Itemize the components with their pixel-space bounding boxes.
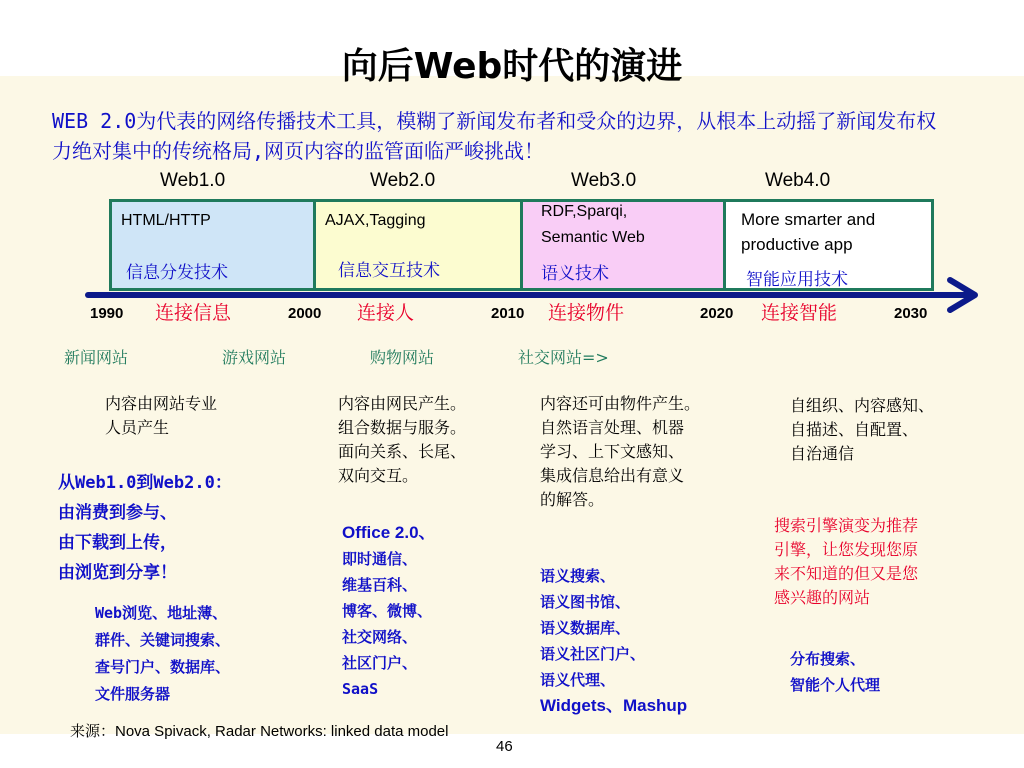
app-line: 语义代理、 [540, 671, 616, 689]
era-label-web1: Web1.0 [160, 170, 226, 191]
stage-connect-info: 连接信息 [155, 302, 232, 324]
desc-line: 学习、上下文感知、 [540, 442, 685, 461]
site-social: 社交网站=> [518, 348, 609, 367]
desc-line: 自治通信 [790, 444, 855, 463]
app-line: Widgets、Mashup [540, 696, 688, 715]
era-tech-web4-line1: More smarter and [741, 210, 876, 229]
era-category-web4: 智能应用技术 [746, 270, 848, 290]
app-line: 社区门户、 [342, 654, 418, 672]
era-tech-web4-line2: productive app [741, 235, 853, 254]
summary-line: 从Web1.0到Web2.0： [58, 473, 232, 493]
app-line: SaaS [342, 680, 379, 698]
app-line: 查号门户、数据库、 [95, 658, 231, 676]
year-2000: 2000 [288, 305, 322, 322]
web2-applications [342, 520, 436, 702]
era-category-web3: 语义技术 [541, 264, 609, 284]
year-1990: 1990 [90, 305, 124, 322]
note-line: 来不知道的但又是您 [774, 564, 919, 583]
note-line: 引擎，让您发现您原 [774, 540, 919, 559]
web3-applications [540, 563, 687, 719]
app-line: 文件服务器 [95, 685, 171, 703]
era-tech-web1: HTML/HTTP [121, 212, 211, 229]
site-news: 新闻网站 [64, 348, 129, 367]
web1-applications [95, 600, 230, 708]
app-line: 语义搜索、 [540, 567, 616, 585]
era-label-web3: Web3.0 [571, 170, 637, 191]
era-label-web4: Web4.0 [765, 170, 831, 191]
summary-line: 由下载到上传， [58, 533, 177, 553]
era-tech-web3-line1: RDF,Sparqi, [541, 203, 628, 220]
era-tech-web2: AJAX,Tagging [325, 212, 426, 229]
desc-line: 双向交互。 [338, 466, 419, 485]
web4-description [790, 394, 934, 466]
page-number: 46 [496, 738, 513, 755]
era-tech-web3-line2: Semantic Web [541, 229, 645, 246]
web3-description [540, 392, 700, 512]
stage-connect-people: 连接人 [357, 302, 415, 324]
year-2030: 2030 [894, 305, 928, 322]
desc-line: 自组织、内容感知、 [790, 396, 935, 415]
app-line: 博客、微博、 [342, 602, 433, 620]
app-line: 维基百科、 [342, 576, 418, 594]
era-label-web2: Web2.0 [370, 170, 436, 191]
desc-line: 自描述、自配置、 [790, 420, 919, 439]
year-2010: 2010 [491, 305, 525, 322]
desc-line: 面向关系、长尾、 [338, 442, 467, 461]
desc-line: 内容由网民产生。 [338, 394, 467, 413]
summary-line: 由浏览到分享！ [58, 563, 177, 583]
web1-description [105, 392, 217, 440]
summary-line: 由消费到参与、 [58, 503, 177, 523]
app-line: 语义社区门户、 [540, 645, 646, 663]
app-line: Web浏览、地址薄、 [95, 604, 228, 622]
year-2020: 2020 [700, 305, 734, 322]
app-line: 语义图书馆、 [540, 593, 631, 611]
web2-description [338, 392, 466, 488]
stage-connect-intelligence: 连接智能 [761, 302, 838, 324]
era-category-web1: 信息分发技术 [126, 263, 228, 283]
desc-line: 的解答。 [540, 490, 605, 509]
app-line: 即时通信、 [342, 550, 418, 568]
site-games: 游戏网站 [222, 348, 287, 367]
desc-line: 人员产生 [105, 418, 170, 437]
web4-applications [790, 646, 880, 698]
app-line: 语义数据库、 [540, 619, 631, 637]
app-line: Office 2.0、 [342, 523, 436, 542]
app-line: 群件、关键词搜索、 [95, 631, 231, 649]
note-line: 感兴趣的网站 [774, 588, 871, 607]
desc-line: 内容还可由物件产生。 [540, 394, 701, 413]
recommendation-engine-note [774, 514, 918, 610]
desc-line: 集成信息给出有意义 [540, 466, 685, 485]
stage-connect-things: 连接物件 [548, 302, 625, 324]
app-line: 分布搜索、 [790, 650, 866, 668]
desc-line: 内容由网站专业 [105, 394, 218, 413]
era-category-web2: 信息交互技术 [338, 261, 440, 281]
app-line: 智能个人代理 [790, 676, 881, 694]
site-shopping: 购物网站 [370, 348, 435, 367]
app-line: 社交网络、 [342, 628, 418, 646]
slide-title: 向后Web时代的演进 [341, 46, 683, 87]
note-line: 搜索引擎演变为推荐 [774, 516, 919, 535]
source-citation: 来源：Nova Spivack, Radar Networks: linked data model [70, 723, 449, 740]
desc-line: 组合数据与服务。 [338, 418, 467, 437]
intro-text: WEB 2.0为代表的网络传播技术工具，模糊了新闻发布者和受众的边界，从根本上动摇了新闻发布权力绝对集中的传统格局,网页内容的监管面临严峻挑战！ [52, 109, 937, 163]
desc-line: 自然语言处理、机器 [540, 418, 685, 437]
web1-to-web2-summary [58, 468, 232, 588]
